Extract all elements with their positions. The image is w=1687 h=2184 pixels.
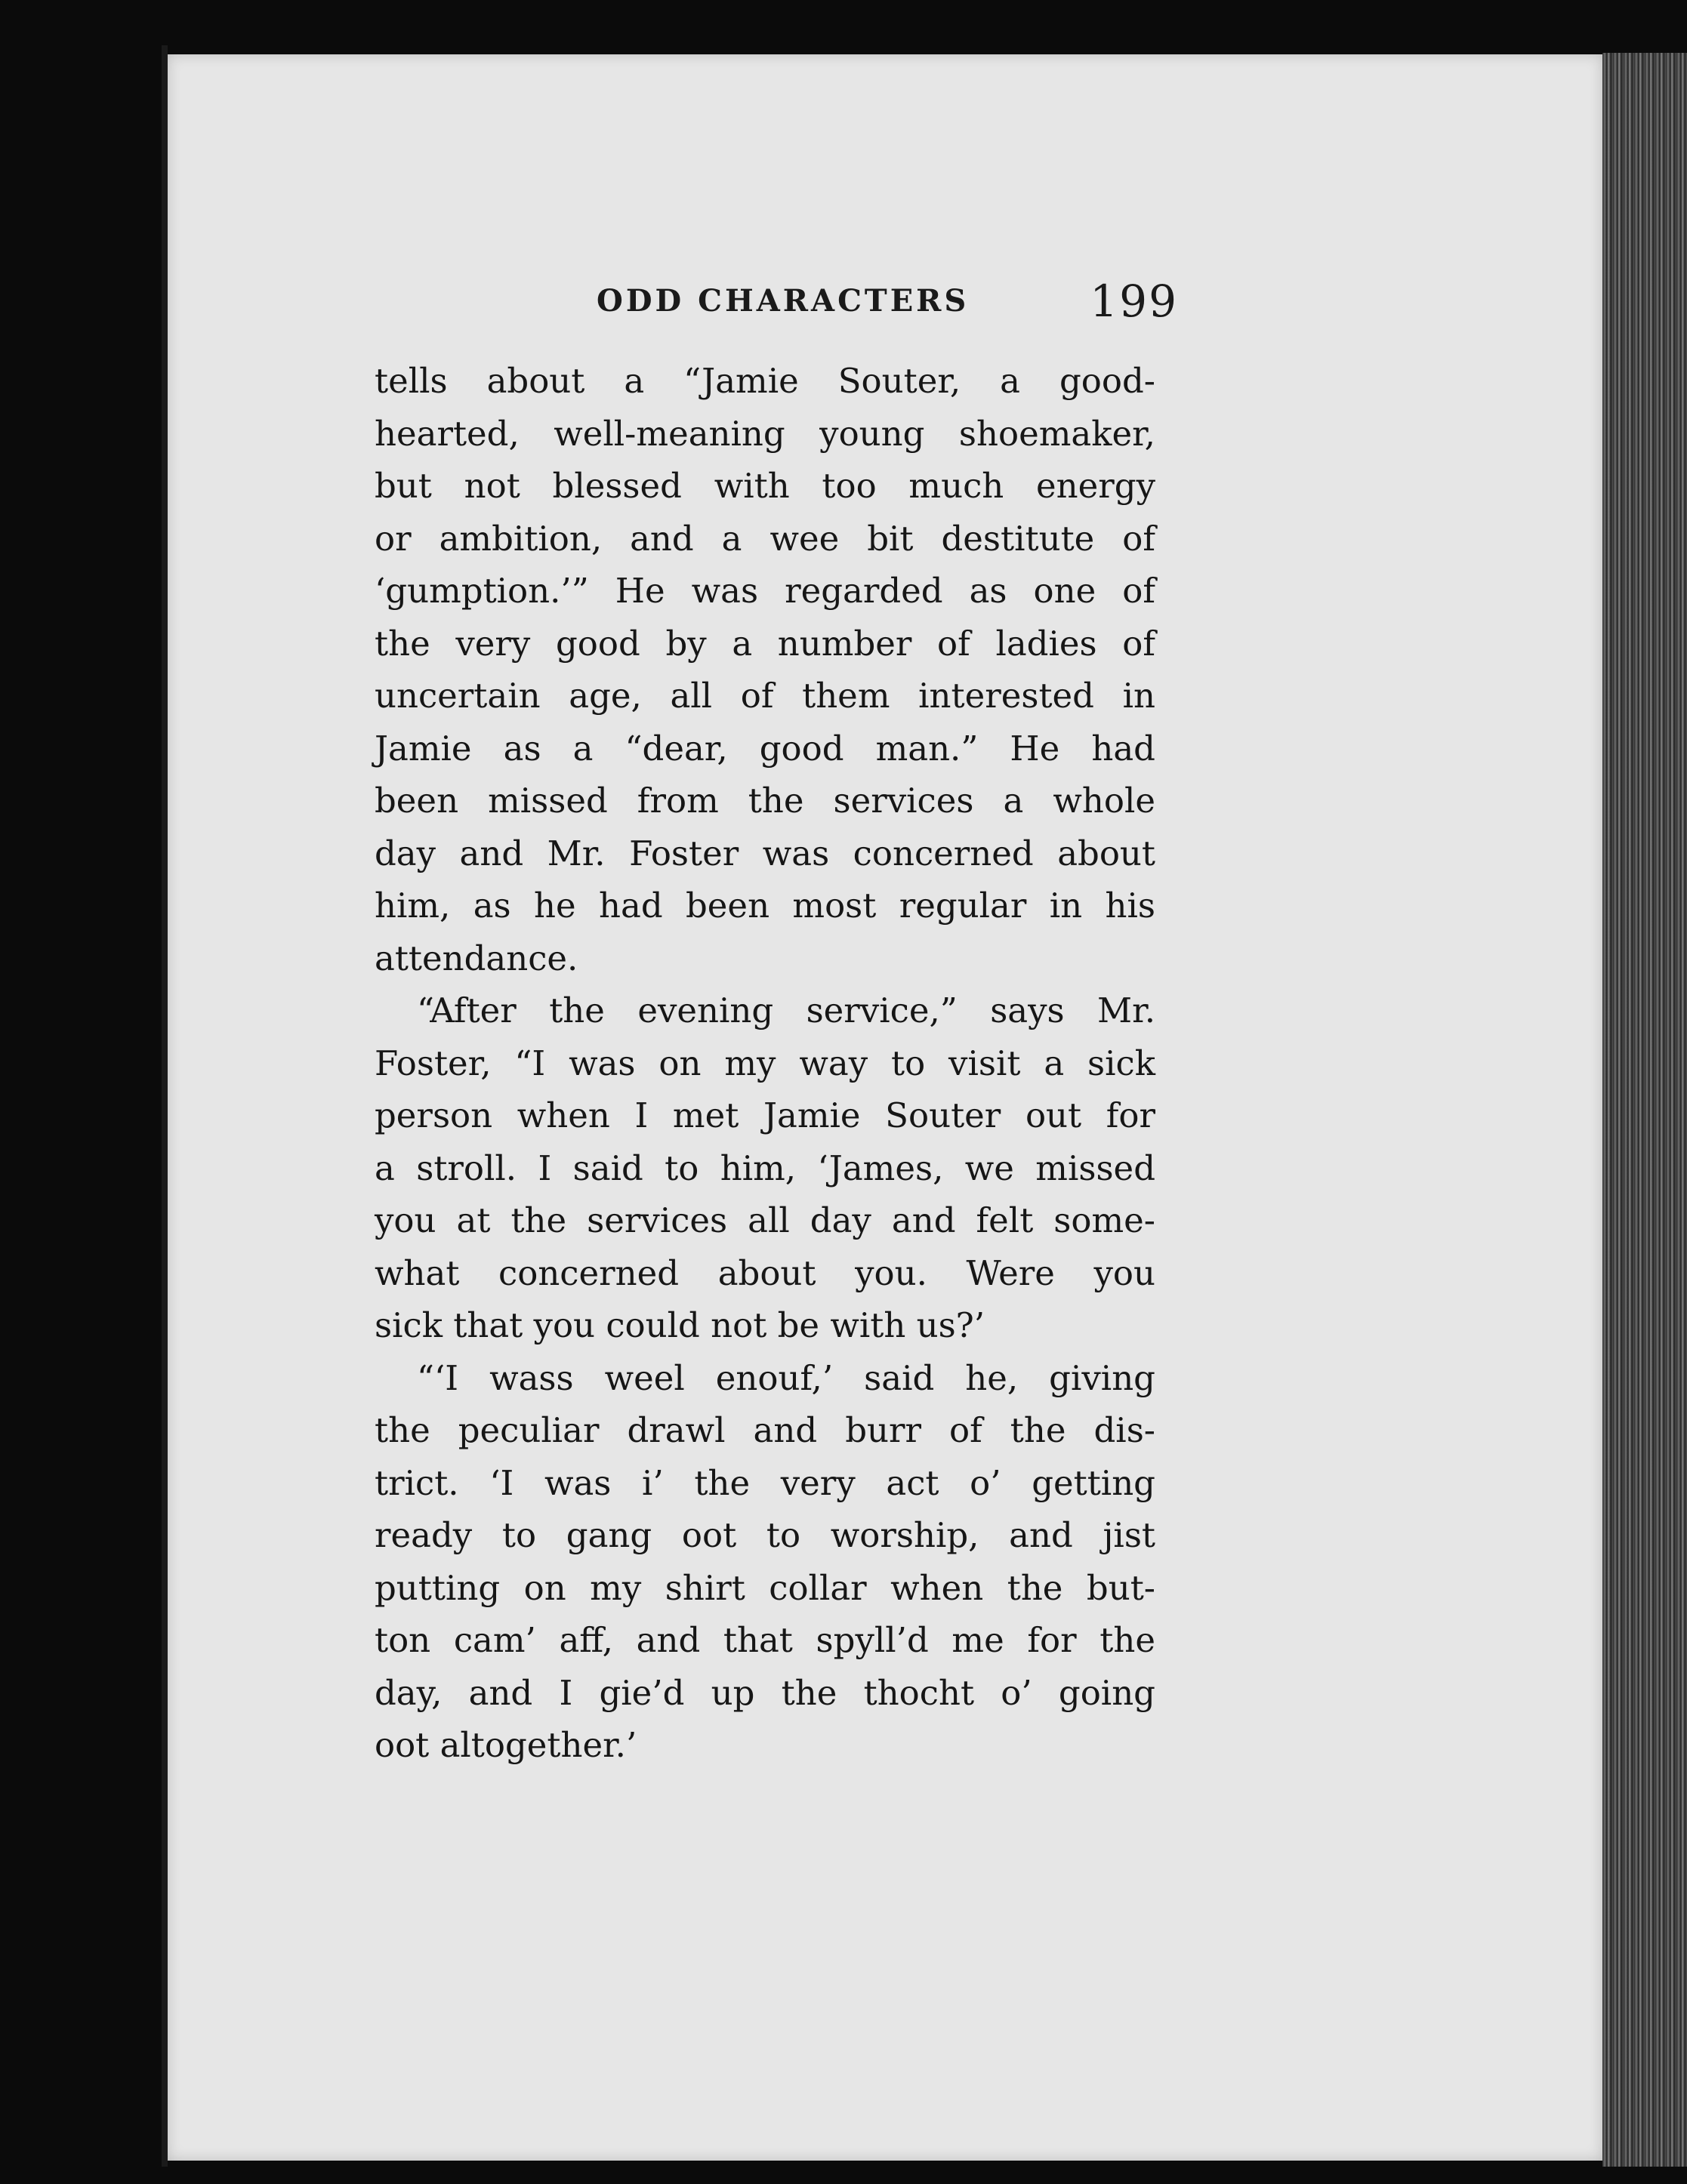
text-line: oot altogether.’ bbox=[375, 1725, 637, 1765]
text-line: ton cam’ aff, and that spyll’d me for the bbox=[375, 1620, 1155, 1660]
text-line: attendance. bbox=[375, 938, 578, 978]
text-line: “‘I wass weel enouf,’ said he, giving bbox=[417, 1357, 1155, 1398]
text-line: trict. ‘I was i’ the very act o’ getting bbox=[375, 1462, 1155, 1503]
text-line: you at the services all day and felt some- bbox=[375, 1200, 1155, 1240]
page-number: 199 bbox=[1090, 276, 1178, 327]
text-line: uncertain age, all of them interested in bbox=[375, 676, 1155, 716]
text-line: hearted, well-meaning young shoemaker, bbox=[375, 413, 1155, 454]
text-line: day and Mr. Foster was concerned about bbox=[375, 833, 1155, 873]
text-line: Jamie as a “dear, good man.” He had bbox=[375, 728, 1155, 769]
text-line: ‘gumption.’” He was regarded as one of bbox=[375, 571, 1155, 611]
book-gutter bbox=[162, 45, 168, 2167]
paragraph-3 bbox=[375, 1352, 1155, 1772]
text-line: or ambition, and a wee bit destitute of bbox=[375, 518, 1155, 559]
text-line: tells about a “Jamie Souter, a good- bbox=[375, 361, 1155, 401]
text-line: what concerned about you. Were you bbox=[375, 1252, 1155, 1293]
text-line: him, as he had been most regular in his bbox=[375, 886, 1155, 926]
text-line: sick that you could not be with us?’ bbox=[375, 1305, 985, 1345]
running-title: ODD CHARACTERS bbox=[597, 283, 970, 319]
text-line: putting on my shirt collar when the but- bbox=[375, 1567, 1155, 1608]
text-line: a stroll. I said to him, ‘James, we missed bbox=[375, 1147, 1155, 1188]
text-line: ready to gang oot to worship, and jist bbox=[375, 1515, 1155, 1555]
text-line: been missed from the services a whole bbox=[375, 781, 1155, 821]
text-line: the peculiar drawl and burr of the dis- bbox=[375, 1410, 1155, 1450]
text-line: day, and I gie’d up the thocht o’ going bbox=[375, 1672, 1155, 1713]
text-line: person when I met Jamie Souter out for bbox=[375, 1095, 1155, 1135]
text-line: but not blessed with too much energy bbox=[375, 466, 1155, 506]
text-line: Foster, “I was on my way to visit a sick bbox=[375, 1043, 1155, 1083]
body-text bbox=[375, 355, 1155, 1772]
paragraph-2 bbox=[375, 984, 1155, 1352]
text-line: the very good by a number of ladies of bbox=[375, 623, 1155, 664]
paragraph-1 bbox=[375, 355, 1155, 984]
text-line: “After the evening service,” says Mr. bbox=[417, 990, 1155, 1030]
page-header bbox=[529, 276, 1178, 336]
page-edges bbox=[1602, 53, 1687, 2167]
